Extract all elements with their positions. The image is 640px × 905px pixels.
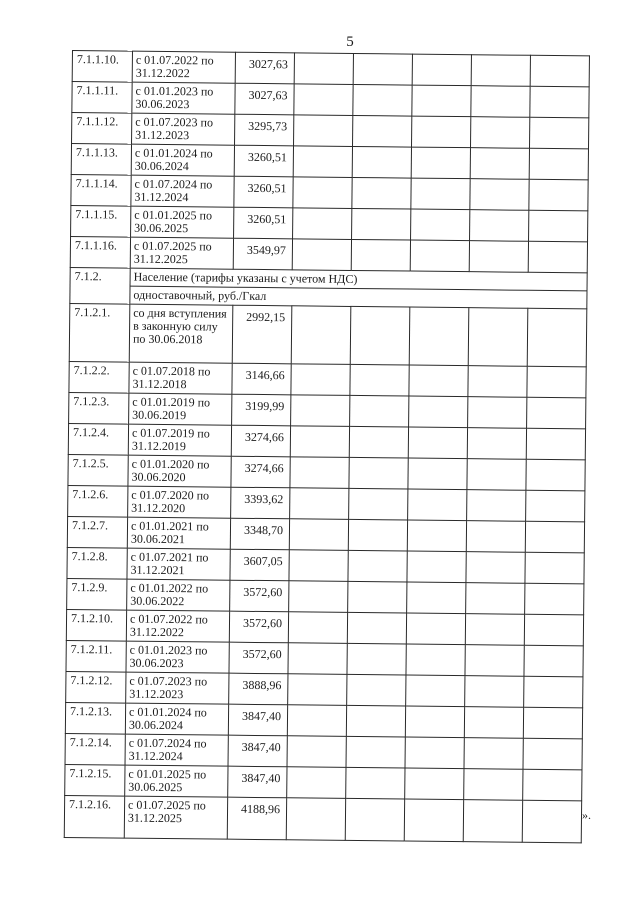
row-number: 7.1.2.12.: [66, 671, 126, 703]
empty-cell: [406, 644, 465, 676]
row-number: 7.1.1.11.: [72, 82, 132, 114]
row-value: 3027,63: [235, 52, 294, 84]
row-value: 3888,96: [229, 673, 288, 705]
empty-cell: [349, 488, 408, 520]
empty-cell: [350, 306, 410, 365]
row-value: 3146,66: [232, 363, 291, 395]
row-number: 7.1.1.15.: [71, 205, 131, 237]
row-number: 7.1.2.5.: [68, 454, 128, 486]
empty-cell: [469, 241, 528, 273]
empty-cell: [293, 146, 352, 178]
empty-cell: [288, 643, 347, 675]
empty-cell: [409, 307, 469, 366]
table-row: [69, 303, 587, 366]
row-period: с 01.07.2025 по 31.12.2025: [130, 237, 233, 269]
empty-cell: [463, 800, 522, 843]
row-value: 2992,15: [232, 305, 292, 364]
empty-cell: [411, 209, 470, 241]
empty-cell: [294, 115, 353, 147]
row-period: с 01.01.2025 по 30.06.2025: [125, 765, 228, 797]
row-value: 3199,99: [232, 394, 291, 426]
row-number: 7.1.2.13.: [65, 702, 125, 734]
empty-cell: [405, 768, 464, 800]
empty-cell: [288, 674, 347, 706]
row-value: 3572,60: [229, 611, 288, 643]
empty-cell: [407, 582, 466, 614]
empty-cell: [523, 707, 582, 739]
empty-cell: [412, 116, 471, 148]
row-period: с 01.01.2020 по 30.06.2020: [128, 455, 231, 487]
empty-cell: [411, 178, 470, 210]
row-period: со дня вступления в законную силу по 30.06.2018: [129, 304, 233, 363]
empty-cell: [406, 675, 465, 707]
row-value: 3572,60: [230, 580, 289, 612]
empty-cell: [290, 457, 349, 489]
empty-cell: [467, 490, 526, 522]
empty-cell: [467, 459, 526, 491]
row-value: 3572,60: [229, 642, 288, 674]
row-period: с 01.07.2020 по 31.12.2020: [128, 486, 231, 518]
empty-cell: [290, 426, 349, 458]
row-value: 3274,66: [231, 456, 290, 488]
row-number: 7.1.2.3.: [69, 392, 129, 424]
empty-cell: [466, 552, 525, 584]
empty-cell: [464, 769, 523, 801]
empty-cell: [526, 428, 585, 460]
empty-cell: [526, 490, 585, 522]
empty-cell: [293, 208, 352, 240]
row-period: с 01.07.2023 по 31.12.2023: [132, 113, 235, 145]
row-period: с 01.07.2021 по 31.12.2021: [127, 548, 230, 580]
empty-cell: [408, 458, 467, 490]
empty-cell: [470, 148, 529, 180]
row-period: с 01.07.2022 по 31.12.2022: [126, 610, 229, 642]
row-number: 7.1.2.16.: [64, 795, 124, 838]
row-value: 3027,63: [235, 83, 294, 115]
empty-cell: [464, 707, 523, 739]
empty-cell: [529, 117, 588, 149]
row-number: 7.1.1.16.: [70, 236, 130, 268]
empty-cell: [466, 583, 525, 615]
empty-cell: [294, 53, 353, 85]
row-period: с 01.01.2023 по 30.06.2023: [126, 641, 229, 673]
empty-cell: [470, 179, 529, 211]
row-value: 3260,51: [234, 145, 293, 177]
empty-cell: [287, 767, 346, 799]
row-number: 7.1.2.10.: [66, 609, 126, 641]
empty-cell: [406, 613, 465, 645]
row-period: с 01.01.2022 по 30.06.2022: [127, 579, 230, 611]
empty-cell: [405, 706, 464, 738]
empty-cell: [411, 147, 470, 179]
row-value: 3274,66: [231, 425, 290, 457]
row-value: 3847,40: [228, 735, 287, 767]
row-period: с 01.07.2024 по 31.12.2024: [125, 734, 228, 766]
row-period: с 01.01.2019 по 30.06.2019: [129, 393, 232, 425]
empty-cell: [292, 239, 351, 271]
row-period: с 01.01.2021 по 30.06.2021: [127, 517, 230, 549]
empty-cell: [293, 177, 352, 209]
empty-cell: [347, 674, 406, 706]
empty-cell: [525, 583, 584, 615]
empty-cell: [530, 86, 589, 118]
empty-cell: [471, 55, 530, 87]
empty-cell: [529, 179, 588, 211]
empty-cell: [525, 552, 584, 584]
empty-cell: [408, 427, 467, 459]
empty-cell: [465, 676, 524, 708]
empty-cell: [527, 366, 586, 398]
row-value: 3260,51: [234, 176, 293, 208]
row-period: с 01.07.2024 по 31.12.2024: [131, 175, 234, 207]
empty-cell: [523, 769, 582, 801]
row-period: с 01.01.2024 по 30.06.2024: [125, 703, 228, 735]
empty-cell: [289, 581, 348, 613]
row-number: 7.1.1.10.: [72, 51, 132, 83]
empty-cell: [525, 521, 584, 553]
row-value: 3348,70: [230, 518, 289, 550]
empty-cell: [408, 489, 467, 521]
empty-cell: [287, 705, 346, 737]
row-period: с 01.07.2018 по 31.12.2018: [129, 362, 232, 394]
empty-cell: [349, 457, 408, 489]
empty-cell: [347, 612, 406, 644]
empty-cell: [467, 428, 526, 460]
section-number: 7.1.2.: [70, 267, 130, 304]
closing-quote: ».: [582, 808, 591, 822]
empty-cell: [291, 395, 350, 427]
page-number: 5: [346, 34, 354, 50]
empty-cell: [352, 146, 411, 178]
empty-cell: [526, 459, 585, 491]
row-value: 3847,40: [228, 766, 287, 798]
row-number: 7.1.1.13.: [71, 144, 131, 176]
row-value: 3847,40: [228, 704, 287, 736]
empty-cell: [353, 53, 412, 85]
row-period: с 01.01.2025 по 30.06.2025: [131, 206, 234, 238]
empty-cell: [348, 519, 407, 551]
empty-cell: [468, 366, 527, 398]
empty-cell: [528, 241, 587, 273]
empty-cell: [470, 117, 529, 149]
row-number: 7.1.1.12.: [72, 113, 132, 145]
row-period: с 01.07.2025 по 31.12.2025: [124, 796, 227, 839]
section-title: Население (тарифы указаны с учетом НДС): [130, 268, 587, 291]
empty-cell: [412, 85, 471, 117]
row-number: 7.1.2.11.: [66, 640, 126, 672]
empty-cell: [409, 396, 468, 428]
row-value: 4188,96: [227, 797, 286, 840]
empty-cell: [352, 177, 411, 209]
empty-cell: [530, 55, 589, 87]
empty-cell: [351, 239, 410, 271]
empty-cell: [409, 365, 468, 397]
empty-cell: [524, 645, 583, 677]
empty-cell: [352, 208, 411, 240]
row-period: с 01.07.2022 по 31.12.2022: [132, 51, 235, 83]
row-period: с 01.07.2023 по 31.12.2023: [126, 672, 229, 704]
empty-cell: [348, 550, 407, 582]
empty-cell: [470, 210, 529, 242]
table-row: [64, 795, 581, 842]
row-value: 3393,62: [231, 487, 290, 519]
empty-cell: [287, 736, 346, 768]
row-period: с 01.07.2019 по 31.12.2019: [128, 424, 231, 456]
empty-cell: [294, 84, 353, 116]
empty-cell: [407, 551, 466, 583]
empty-cell: [466, 521, 525, 553]
row-number: 7.1.2.15.: [65, 764, 125, 796]
empty-cell: [412, 54, 471, 86]
empty-cell: [348, 581, 407, 613]
row-number: 7.1.2.8.: [67, 547, 127, 579]
row-number: 7.1.2.6.: [68, 485, 128, 517]
empty-cell: [405, 737, 464, 769]
empty-cell: [524, 676, 583, 708]
row-value: 3549,97: [233, 238, 292, 270]
empty-cell: [465, 645, 524, 677]
empty-cell: [349, 426, 408, 458]
empty-cell: [524, 614, 583, 646]
tariff-table-frame: [64, 50, 589, 826]
empty-cell: [468, 397, 527, 429]
empty-cell: [523, 738, 582, 770]
empty-cell: [288, 612, 347, 644]
empty-cell: [346, 705, 405, 737]
empty-cell: [464, 738, 523, 770]
empty-cell: [350, 395, 409, 427]
row-number: 7.1.1.14.: [71, 174, 131, 206]
row-number: 7.1.2.2.: [69, 361, 129, 393]
empty-cell: [291, 364, 350, 396]
empty-cell: [353, 115, 412, 147]
empty-cell: [471, 86, 530, 118]
empty-cell: [346, 767, 405, 799]
empty-cell: [291, 306, 351, 365]
empty-cell: [529, 148, 588, 180]
row-value: 3607,05: [230, 549, 289, 581]
empty-cell: [289, 519, 348, 551]
empty-cell: [527, 397, 586, 429]
row-value: 3295,73: [235, 114, 294, 146]
row-number: 7.1.2.4.: [68, 423, 128, 455]
empty-cell: [468, 308, 528, 367]
row-period: с 01.01.2023 по 30.06.2023: [132, 82, 235, 114]
empty-cell: [286, 798, 345, 841]
tariff-table: [64, 50, 590, 843]
empty-cell: [346, 736, 405, 768]
row-number: 7.1.2.7.: [67, 516, 127, 548]
empty-cell: [345, 798, 404, 841]
row-number: 7.1.2.14.: [65, 733, 125, 765]
empty-cell: [289, 550, 348, 582]
empty-cell: [410, 240, 469, 272]
row-period: с 01.01.2024 по 30.06.2024: [131, 144, 234, 176]
section-subtitle: одноставочный, руб./Гкал: [130, 286, 587, 309]
empty-cell: [347, 643, 406, 675]
empty-cell: [527, 308, 587, 367]
empty-cell: [350, 364, 409, 396]
empty-cell: [290, 488, 349, 520]
empty-cell: [353, 84, 412, 116]
empty-cell: [404, 799, 463, 842]
row-number: 7.1.2.9.: [67, 578, 127, 610]
empty-cell: [529, 210, 588, 242]
empty-cell: [522, 800, 581, 843]
empty-cell: [407, 520, 466, 552]
row-value: 3260,51: [234, 207, 293, 239]
row-number: 7.1.2.1.: [69, 303, 130, 362]
empty-cell: [465, 614, 524, 646]
